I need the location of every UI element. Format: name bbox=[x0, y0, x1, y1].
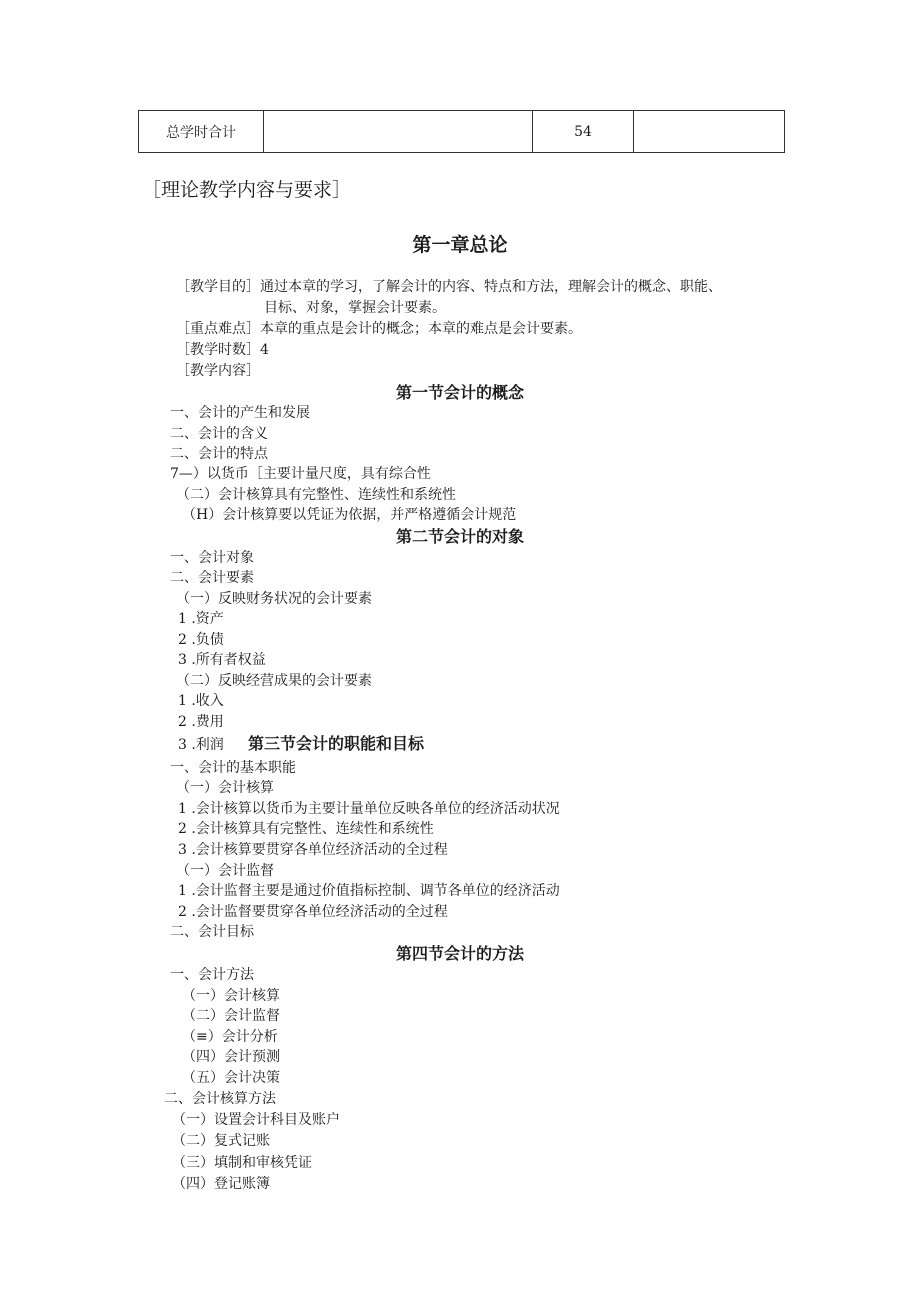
list-item: 3 .利润 bbox=[178, 737, 224, 753]
section-heading-1: 第一节会计的概念 bbox=[395, 383, 524, 402]
list-item: 3 .会计核算要贯穿各单位经济活动的全过程 bbox=[178, 842, 448, 858]
list-item: （四）会计预测 bbox=[182, 1049, 280, 1065]
table-cell-empty bbox=[264, 111, 533, 153]
teaching-purpose: ［教学目的］通过本章的学习，了解会计的内容、特点和方法，理解会计的概念、职能、 bbox=[176, 279, 722, 295]
list-item: 2 .负债 bbox=[178, 632, 224, 648]
list-item: 二、会计的含义 bbox=[170, 426, 268, 442]
list-item: （一）设置会计科目及账户 bbox=[172, 1112, 340, 1128]
total-hours-value: 54 bbox=[533, 111, 634, 153]
section-heading-3: 第三节会计的职能和目标 bbox=[248, 734, 425, 753]
key-points: ［重点难点］本章的重点是会计的概念；本章的难点是会计要素。 bbox=[176, 321, 582, 337]
list-item: 1 .会计监督主要是通过价值指标控制、调节各单位的经济活动 bbox=[178, 883, 560, 899]
list-item: （二）反映经营成果的会计要素 bbox=[176, 673, 372, 689]
list-item: （H）会计核算要以凭证为依据，并严格遵循会计规范 bbox=[182, 507, 517, 523]
list-item: 一、会计方法 bbox=[170, 967, 254, 983]
list-item: 1 .会计核算以货币为主要计量单位反映各单位的经济活动状况 bbox=[178, 801, 560, 817]
list-item: （五）会计决策 bbox=[182, 1070, 280, 1086]
teaching-purpose-cont: 目标、对象，掌握会计要素。 bbox=[264, 300, 446, 316]
list-item: 二、会计要素 bbox=[170, 570, 254, 586]
list-item: 二、会计目标 bbox=[170, 924, 254, 940]
list-item: （一）会计核算 bbox=[182, 988, 280, 1004]
list-item: 1 .资产 bbox=[178, 611, 224, 627]
teaching-hours: ［教学时数］4 bbox=[176, 342, 269, 358]
list-item: （≡）会计分析 bbox=[182, 1029, 278, 1045]
section-heading-2: 第二节会计的对象 bbox=[395, 527, 524, 546]
list-item: 2 .会计监督要贯穿各单位经济活动的全过程 bbox=[178, 904, 448, 920]
teaching-content-label: ［教学内容］ bbox=[176, 363, 260, 379]
list-item: （四）登记账簿 bbox=[172, 1176, 270, 1192]
list-item: 二、会计的特点 bbox=[170, 446, 268, 462]
chapter-title: 第一章总论 bbox=[412, 234, 508, 256]
list-item: 一、会计对象 bbox=[170, 550, 254, 566]
list-item: （三）填制和审核凭证 bbox=[172, 1155, 312, 1171]
list-item: 一、会计的基本职能 bbox=[170, 760, 296, 776]
list-item: 1 .收入 bbox=[178, 693, 224, 709]
list-item: （二）会计核算具有完整性、连续性和系统性 bbox=[176, 487, 456, 503]
list-item: （一）反映财务状况的会计要素 bbox=[176, 591, 372, 607]
list-item: （一）会计监督 bbox=[176, 863, 274, 879]
list-item: （二）复式记账 bbox=[172, 1133, 270, 1149]
table-row bbox=[139, 111, 785, 153]
section-title: ［理论教学内容与要求］ bbox=[142, 179, 352, 201]
list-item: 一、会计的产生和发展 bbox=[170, 405, 310, 421]
list-item: 7—）以货币［主要计量尺度，具有综合性 bbox=[170, 466, 431, 482]
list-item: （一）会计核算 bbox=[176, 780, 274, 796]
hours-summary-table bbox=[138, 110, 785, 153]
list-item: 二、会计核算方法 bbox=[164, 1091, 276, 1107]
list-item: 3 .所有者权益 bbox=[178, 652, 266, 668]
section-heading-4: 第四节会计的方法 bbox=[395, 944, 524, 963]
list-item: （二）会计监督 bbox=[182, 1008, 280, 1024]
list-item: 2 .会计核算具有完整性、连续性和系统性 bbox=[178, 821, 434, 837]
list-item: 2 .费用 bbox=[178, 714, 224, 730]
total-hours-label: 总学时合计 bbox=[139, 111, 264, 153]
table-cell-empty bbox=[634, 111, 785, 153]
